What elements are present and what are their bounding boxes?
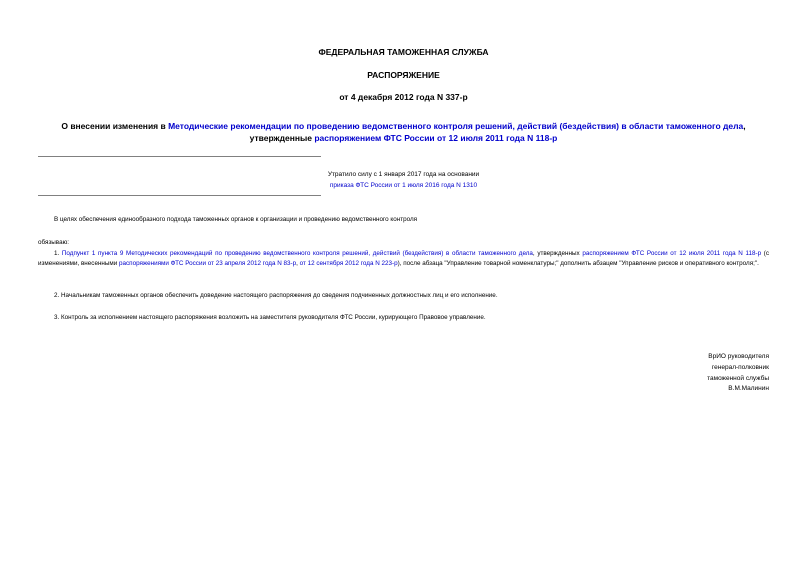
status-note — [255, 169, 552, 191]
signature-line-1: ВрИО руководителя — [708, 353, 769, 360]
title-middle: , утвержденные — [249, 121, 746, 143]
signature-line-2: генерал-полковник — [711, 363, 769, 371]
item-1-link-subclause[interactable]: Подпункт 1 пункта 9 Методических рекомендаций по проведению ведомственного контроля решений, действий (бездействия) в области таможенного дела — [61, 250, 533, 257]
item-1-paragraph — [38, 249, 769, 270]
status-note-link[interactable]: приказа ФТС России от 1 июля 2016 года N 1310 — [329, 182, 478, 189]
divider-bottom — [38, 195, 321, 196]
document-date: от 4 декабря 2012 года N 337-р — [339, 92, 468, 102]
item-1-link-order-118[interactable]: распоряжением ФТС России от 12 июля 2011 года N 118-р — [582, 250, 762, 257]
item-2-paragraph: 2. Начальникам таможенных органов обеспечить доведение настоящего распоряжения до сведения подчиненных должностных лиц и его исполнение. — [54, 292, 498, 299]
document-title — [30, 120, 777, 144]
title-prefix: О внесении изменения в — [61, 121, 169, 131]
signature-line-4: В.М.Малинин — [728, 385, 769, 393]
preamble-paragraph: В целях обеспечения единообразного подхода таможенных органов к организации и проведению ведомственного контроля — [54, 216, 418, 223]
agency-name: ФЕДЕРАЛЬНАЯ ТАМОЖЕННАЯ СЛУЖБА — [318, 47, 489, 57]
item-1-link-order-83[interactable]: распоряжениями ФТС России от 23 апреля 2012 года N 83-р — [119, 260, 297, 268]
title-link-order-118[interactable]: распоряжением ФТС России от 12 июля 2011 года N 118-р — [314, 133, 558, 143]
item-1-link-order-223[interactable]: от 12 сентября 2012 года N 223-р — [299, 260, 398, 268]
divider-top — [38, 156, 321, 157]
signature-block — [707, 352, 769, 395]
item-1-prefix: 1. — [54, 250, 62, 257]
item-3-paragraph: 3. Контроль за исполнением настоящего распоряжения возложить на заместителя руководителя ФТС России, курирующего Правовое управление. — [54, 314, 486, 321]
item-1-text-h: ), после абзаца "Управление товарной номенклатуры;" дополнить абзацем "Управление рисков и оперативного контроля;". — [397, 260, 759, 268]
title-link-recommendations[interactable]: Методические рекомендации по проведению ведомственного контроля решений, действий (бездействия) в области таможенного дела — [168, 121, 744, 131]
item-1-text-f: , — [296, 260, 300, 268]
item-1-text-b: , утвержденных — [532, 250, 583, 257]
document-type: РАСПОРЯЖЕНИЕ — [367, 70, 440, 80]
signature-line-3: таможенной службы — [707, 374, 769, 382]
item-1-text-d: (с изменениями, внесенными — [38, 250, 769, 268]
status-note-text: Утратило силу с 1 января 2017 года на основании — [327, 171, 480, 178]
obligate-paragraph: обязываю: — [38, 239, 70, 246]
